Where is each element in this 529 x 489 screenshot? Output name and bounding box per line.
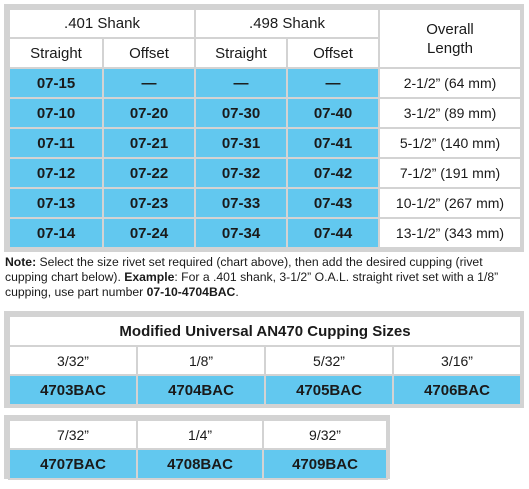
cell-498-offset: 07-44 (287, 218, 379, 248)
cell-498-offset: — (287, 68, 379, 98)
note-part-number: 07-10-4704BAC (146, 285, 236, 299)
cupping-table-title: Modified Universal AN470 Cupping Sizes (9, 316, 521, 346)
header-401-straight: Straight (9, 38, 103, 68)
cupping-part-number: 4708BAC (137, 449, 263, 479)
table-row (9, 98, 521, 128)
cell-overall-length: 10-1/2” (267 mm) (379, 188, 521, 218)
cell-401-straight: 07-13 (9, 188, 103, 218)
cell-401-offset: 07-20 (103, 98, 195, 128)
cupping-part-number: 4705BAC (265, 375, 393, 405)
cupping-size-row (9, 420, 387, 449)
cell-498-straight: 07-34 (195, 218, 287, 248)
cell-401-straight: 07-11 (9, 128, 103, 158)
cupping-size: 5/32” (265, 346, 393, 375)
note-text-1: Select the size rivet set required (chart above), then add the desired cupping (rivet cupping chart below). (5, 255, 483, 284)
cupping-part-number: 4709BAC (263, 449, 387, 479)
table-row (9, 188, 521, 218)
header-401-shank: .401 Shank (9, 9, 195, 38)
cell-498-straight: 07-31 (195, 128, 287, 158)
cell-401-offset: 07-23 (103, 188, 195, 218)
cupping-table (8, 315, 522, 406)
cupping-size: 1/8” (137, 346, 265, 375)
cupping-size-row (9, 346, 521, 375)
cupping-table-frame (4, 311, 524, 408)
table-row (9, 218, 521, 248)
rivet-set-table-frame (4, 4, 524, 252)
note-text-3: . (235, 285, 239, 299)
cell-401-straight: 07-10 (9, 98, 103, 128)
rivet-set-table (8, 8, 522, 249)
cupping-part-row (9, 375, 521, 405)
note-text-2: : For a .401 shank, 3-1/2” O.A.L. straight rivet set with a 1/8” cupping, use part number (5, 270, 499, 299)
cupping-part-row (9, 449, 387, 479)
cupping-part-number: 4704BAC (137, 375, 265, 405)
cell-498-straight: 07-30 (195, 98, 287, 128)
table-row (9, 128, 521, 158)
table-row (9, 68, 521, 98)
header-overall-length (379, 9, 521, 68)
cell-401-straight: 07-14 (9, 218, 103, 248)
cell-401-offset: 07-22 (103, 158, 195, 188)
header-498-straight: Straight (195, 38, 287, 68)
header-overall-length-text: Overall Length (426, 20, 474, 57)
header-498-shank: .498 Shank (195, 9, 379, 38)
cupping-part-number: 4703BAC (9, 375, 137, 405)
cell-498-offset: 07-42 (287, 158, 379, 188)
cell-overall-length: 2-1/2” (64 mm) (379, 68, 521, 98)
note-label: Note: (5, 255, 37, 269)
cell-overall-length: 3-1/2” (89 mm) (379, 98, 521, 128)
cupping-part-number: 4707BAC (9, 449, 137, 479)
header-401-offset: Offset (103, 38, 195, 68)
cell-498-offset: 07-40 (287, 98, 379, 128)
cupping-size: 3/16” (393, 346, 521, 375)
cell-498-offset: 07-43 (287, 188, 379, 218)
cell-overall-length: 7-1/2” (191 mm) (379, 158, 521, 188)
selection-note (5, 255, 523, 300)
cell-498-offset: 07-41 (287, 128, 379, 158)
cell-401-offset: — (103, 68, 195, 98)
cell-498-straight: — (195, 68, 287, 98)
note-example-label: Example (124, 270, 175, 284)
cell-overall-length: 5-1/2” (140 mm) (379, 128, 521, 158)
cupping-size: 3/32” (9, 346, 137, 375)
cell-401-offset: 07-24 (103, 218, 195, 248)
table-row (9, 158, 521, 188)
cupping-table-2 (8, 419, 388, 480)
cupping-table-2-frame (4, 415, 390, 479)
cell-401-offset: 07-21 (103, 128, 195, 158)
cupping-part-number: 4706BAC (393, 375, 521, 405)
cupping-size: 1/4” (137, 420, 263, 449)
cupping-size: 7/32” (9, 420, 137, 449)
cell-498-straight: 07-32 (195, 158, 287, 188)
cell-401-straight: 07-15 (9, 68, 103, 98)
cell-overall-length: 13-1/2” (343 mm) (379, 218, 521, 248)
cell-401-straight: 07-12 (9, 158, 103, 188)
header-498-offset: Offset (287, 38, 379, 68)
cell-498-straight: 07-33 (195, 188, 287, 218)
cupping-size: 9/32” (263, 420, 387, 449)
